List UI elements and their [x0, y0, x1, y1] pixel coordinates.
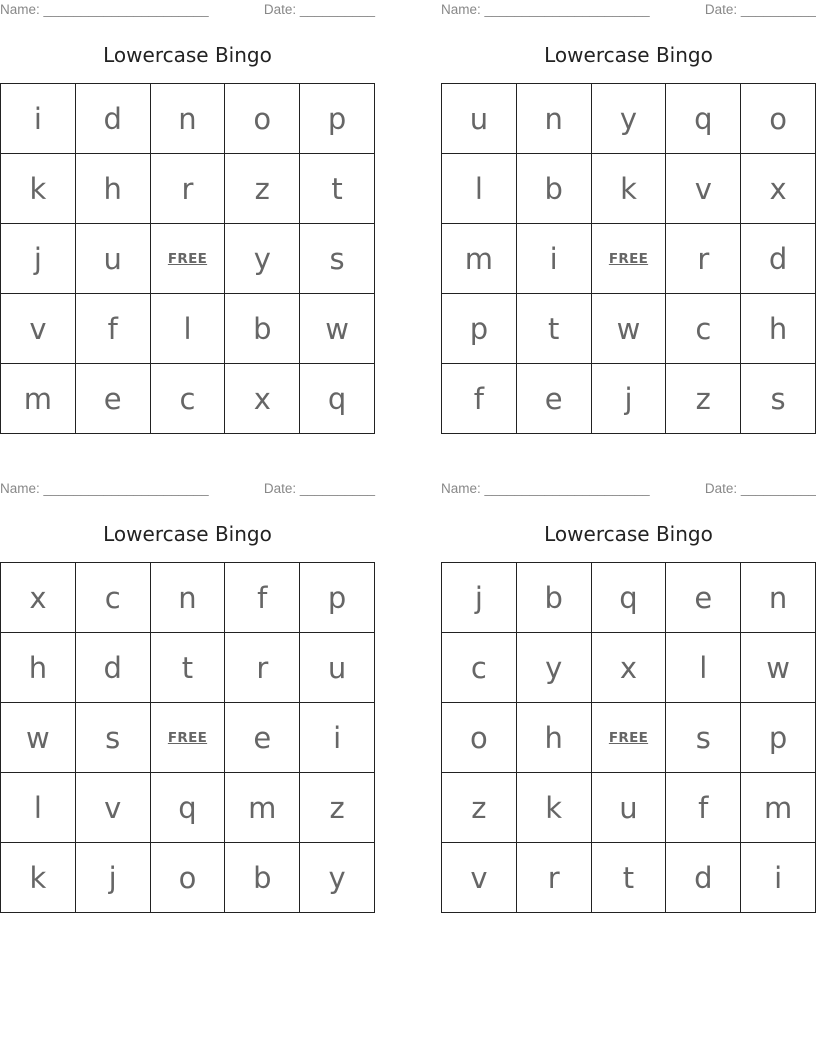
bingo-cell: h	[76, 154, 151, 224]
bingo-cell: l	[666, 633, 741, 703]
bingo-cell: i	[741, 843, 816, 913]
bingo-cell: x	[225, 364, 300, 434]
bingo-cell: i	[517, 224, 592, 294]
bingo-cell: c	[76, 563, 151, 633]
name-field-label: Name: ______________________	[441, 481, 650, 496]
date-field-label: Date: __________	[704, 481, 816, 496]
card-title: Lowercase Bingo	[544, 43, 713, 67]
bingo-cell: e	[666, 563, 741, 633]
bingo-cell: r	[151, 154, 226, 224]
bingo-cell: z	[666, 364, 741, 434]
bingo-cell: s	[76, 703, 151, 773]
bingo-grid	[441, 83, 816, 434]
bingo-cell: p	[741, 703, 816, 773]
bingo-cell: j	[1, 224, 76, 294]
bingo-cell: k	[592, 154, 667, 224]
bingo-cell: j	[76, 843, 151, 913]
bingo-cell: v	[666, 154, 741, 224]
bingo-cell: w	[741, 633, 816, 703]
bingo-cell: b	[517, 563, 592, 633]
bingo-cell: d	[76, 633, 151, 703]
bingo-cell: e	[517, 364, 592, 434]
free-space-cell: FREE	[151, 703, 226, 773]
bingo-cell: r	[517, 843, 592, 913]
bingo-cell: u	[76, 224, 151, 294]
bingo-cell: m	[442, 224, 517, 294]
bingo-cell: x	[1, 563, 76, 633]
bingo-grid	[0, 562, 375, 913]
bingo-cell: q	[592, 563, 667, 633]
bingo-cell: k	[1, 843, 76, 913]
bingo-cell: n	[151, 84, 226, 154]
bingo-cell: d	[76, 84, 151, 154]
bingo-cell: u	[300, 633, 375, 703]
bingo-cell: w	[592, 294, 667, 364]
bingo-cell: d	[666, 843, 741, 913]
bingo-cell: w	[300, 294, 375, 364]
bingo-cell: l	[442, 154, 517, 224]
bingo-cell: o	[151, 843, 226, 913]
bingo-cell: j	[592, 364, 667, 434]
bingo-cell: i	[300, 703, 375, 773]
bingo-cell: h	[517, 703, 592, 773]
bingo-cell: t	[300, 154, 375, 224]
bingo-cell: q	[300, 364, 375, 434]
bingo-card-1	[0, 0, 375, 435]
bingo-grid	[0, 83, 375, 434]
bingo-cell: p	[300, 84, 375, 154]
bingo-cell: z	[442, 773, 517, 843]
bingo-cell: c	[151, 364, 226, 434]
bingo-cell: t	[151, 633, 226, 703]
bingo-cell: f	[76, 294, 151, 364]
name-field-label: Name: ______________________	[0, 481, 209, 496]
bingo-cell: h	[741, 294, 816, 364]
bingo-cell: w	[1, 703, 76, 773]
bingo-cell: s	[666, 703, 741, 773]
card-title: Lowercase Bingo	[103, 522, 272, 546]
bingo-cell: b	[517, 154, 592, 224]
bingo-cell: t	[517, 294, 592, 364]
bingo-cell: s	[300, 224, 375, 294]
bingo-cell: p	[442, 294, 517, 364]
bingo-cell: h	[1, 633, 76, 703]
bingo-cell: m	[225, 773, 300, 843]
bingo-cell: l	[1, 773, 76, 843]
bingo-cell: v	[1, 294, 76, 364]
bingo-cell: m	[1, 364, 76, 434]
bingo-cell: f	[442, 364, 517, 434]
date-field-label: Date: __________	[704, 2, 816, 17]
bingo-cell: x	[592, 633, 667, 703]
free-space-cell: FREE	[151, 224, 226, 294]
bingo-card-3	[0, 479, 375, 914]
free-space-cell: FREE	[592, 703, 667, 773]
bingo-cell: v	[76, 773, 151, 843]
bingo-cell: i	[1, 84, 76, 154]
bingo-cell: r	[225, 633, 300, 703]
bingo-cell: y	[592, 84, 667, 154]
card-title: Lowercase Bingo	[103, 43, 272, 67]
date-field-label: Date: __________	[263, 481, 375, 496]
bingo-cell: n	[151, 563, 226, 633]
bingo-cell: n	[741, 563, 816, 633]
bingo-cell: y	[225, 224, 300, 294]
name-field-label: Name: ______________________	[441, 2, 650, 17]
bingo-grid	[441, 562, 816, 913]
bingo-cell: o	[442, 703, 517, 773]
bingo-cell: y	[300, 843, 375, 913]
bingo-cell: f	[666, 773, 741, 843]
bingo-cell: q	[151, 773, 226, 843]
free-space-cell: FREE	[592, 224, 667, 294]
bingo-cell: z	[300, 773, 375, 843]
name-field-label: Name: ______________________	[0, 2, 209, 17]
bingo-cell: o	[741, 84, 816, 154]
bingo-cell: z	[225, 154, 300, 224]
bingo-cell: o	[225, 84, 300, 154]
bingo-card-4	[441, 479, 816, 914]
bingo-cell: b	[225, 294, 300, 364]
bingo-cell: c	[666, 294, 741, 364]
bingo-cell: l	[151, 294, 226, 364]
bingo-cell: r	[666, 224, 741, 294]
bingo-cell: k	[517, 773, 592, 843]
card-title: Lowercase Bingo	[544, 522, 713, 546]
bingo-cell: s	[741, 364, 816, 434]
bingo-cell: m	[741, 773, 816, 843]
date-field-label: Date: __________	[263, 2, 375, 17]
bingo-cell: v	[442, 843, 517, 913]
bingo-cell: j	[442, 563, 517, 633]
bingo-cell: u	[442, 84, 517, 154]
bingo-cell: p	[300, 563, 375, 633]
bingo-cell: u	[592, 773, 667, 843]
bingo-cell: d	[741, 224, 816, 294]
bingo-cell: x	[741, 154, 816, 224]
bingo-cell: n	[517, 84, 592, 154]
bingo-cell: y	[517, 633, 592, 703]
bingo-cell: c	[442, 633, 517, 703]
bingo-cell: k	[1, 154, 76, 224]
bingo-cell: t	[592, 843, 667, 913]
bingo-card-2	[441, 0, 816, 435]
bingo-cell: b	[225, 843, 300, 913]
bingo-cell: q	[666, 84, 741, 154]
bingo-cell: e	[225, 703, 300, 773]
bingo-cell: e	[76, 364, 151, 434]
bingo-cell: f	[225, 563, 300, 633]
